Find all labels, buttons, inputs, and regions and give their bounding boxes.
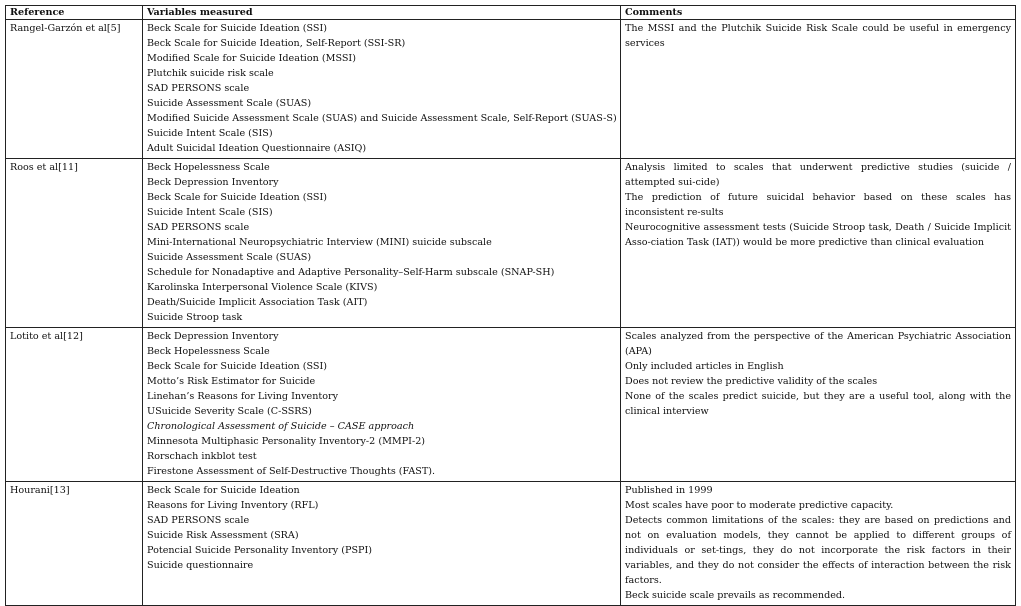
table-row [6, 159, 1016, 328]
variable-item: Rorschach inkblot test [147, 451, 257, 462]
variables-cell [143, 482, 621, 606]
comment-item: Published in 1999 [625, 485, 713, 496]
comment-item: The MSSI and the Plutchik Suicide Risk Scale could be useful in emergency services [625, 23, 1011, 49]
comment-item: Beck suicide scale prevails as recommended. [625, 590, 846, 601]
variable-item: Suicide Stroop task [147, 312, 243, 323]
comment-item: Scales analyzed from the perspective of the American Psychiatric Association (APA) [625, 331, 1011, 357]
variable-item: Motto’s Risk Estimator for Suicide [147, 376, 316, 387]
comment-item: The prediction of future suicidal behavior based on these scales has inconsistent re-sults [625, 192, 1011, 218]
variable-item: Suicide Assessment Scale (SUAS) [147, 252, 312, 263]
comments-cell [621, 482, 1016, 606]
variable-item: Beck Depression Inventory [147, 331, 279, 342]
variable-item: Minnesota Multiphasic Personality Inventory-2 (MMPI-2) [147, 436, 426, 447]
variable-item: Chronological Assessment of Suicide – CASE approach [147, 421, 415, 432]
variables-cell [143, 20, 621, 159]
variable-item: Beck Hopelessness Scale [147, 346, 270, 357]
variable-item: SAD PERSONS scale [147, 83, 250, 94]
variable-item: Beck Scale for Suicide Ideation (SSI) [147, 192, 328, 203]
header-comments: Comments [621, 6, 1016, 20]
variable-item: Mini-International Neuropsychiatric Interview (MINI) suicide subscale [147, 237, 492, 248]
comment-item: None of the scales predict suicide, but they are a useful tool, along with the clinical interview [625, 391, 1011, 417]
variable-item: Potencial Suicide Personality Inventory (PSPI) [147, 545, 372, 556]
header-reference: Reference [6, 6, 143, 20]
comment-item: Only included articles in English [625, 361, 784, 372]
table-row [6, 482, 1016, 606]
variable-item: Suicide questionnaire [147, 560, 254, 571]
variable-item: Beck Scale for Suicide Ideation [147, 485, 300, 496]
header-variables: Variables measured [143, 6, 621, 20]
variables-cell [143, 159, 621, 328]
table-row [6, 20, 1016, 159]
variable-item: USuicide Severity Scale (C-SSRS) [147, 406, 312, 417]
variable-item: Suicide Risk Assessment (SRA) [147, 530, 299, 541]
reference-cell [6, 328, 143, 482]
comment-item: Neurocognitive assessment tests (Suicide Stroop task, Death / Suicide Implicit Asso-ciation Task (IAT)) would be more predictive than clinical evaluation [625, 222, 1011, 248]
reference-text: Hourani[13] [10, 485, 70, 496]
table-row [6, 328, 1016, 482]
variable-item: Suicide Assessment Scale (SUAS) [147, 98, 312, 109]
reference-cell [6, 159, 143, 328]
comments-cell [621, 20, 1016, 159]
variable-item: SAD PERSONS scale [147, 222, 250, 233]
variable-item: Karolinska Interpersonal Violence Scale (KIVS) [147, 282, 378, 293]
variable-item: Suicide Intent Scale (SIS) [147, 207, 273, 218]
variable-item: Beck Scale for Suicide Ideation, Self-Report (SSI-SR) [147, 38, 406, 49]
variable-item: Beck Scale for Suicide Ideation (SSI) [147, 361, 328, 372]
variable-item: Suicide Intent Scale (SIS) [147, 128, 273, 139]
comments-cell [621, 159, 1016, 328]
table-body [6, 20, 1016, 606]
variables-cell [143, 328, 621, 482]
variable-item: Adult Suicidal Ideation Questionnaire (ASIQ) [147, 143, 367, 154]
reference-text: Roos et al[11] [10, 162, 78, 173]
variable-item: Beck Scale for Suicide Ideation (SSI) [147, 23, 328, 34]
comment-item: Does not review the predictive validity of the scales [625, 376, 878, 387]
reference-text: Rangel-Garzón et al[5] [10, 23, 121, 34]
reference-cell [6, 482, 143, 606]
reference-cell [6, 20, 143, 159]
variable-item: SAD PERSONS scale [147, 515, 250, 526]
variable-item: Beck Hopelessness Scale [147, 162, 270, 173]
variable-item: Firestone Assessment of Self-Destructive Thoughts (FAST). [147, 466, 436, 477]
variable-item: Death/Suicide Implicit Association Task (AIT) [147, 297, 368, 308]
comment-item: Analysis limited to scales that underwent predictive studies (suicide / attempted sui-cide) [625, 162, 1011, 188]
variable-item: Reasons for Living Inventory (RFL) [147, 500, 319, 511]
variable-item: Linehan’s Reasons for Living Inventory [147, 391, 339, 402]
variable-item: Beck Depression Inventory [147, 177, 279, 188]
comments-cell [621, 328, 1016, 482]
scales-table [5, 5, 1016, 606]
comment-item: Most scales have poor to moderate predictive capacity. [625, 500, 894, 511]
variable-item: Schedule for Nonadaptive and Adaptive Personality–Self-Harm subscale (SNAP-SH) [147, 267, 555, 278]
variable-item: Modified Scale for Suicide Ideation (MSSI) [147, 53, 356, 64]
reference-text: Lotito et al[12] [10, 331, 83, 342]
comment-item: Detects common limitations of the scales: they are based on predictions and not on evaluation models, they cannot be applied to different groups of individuals or set-tings, they do not incorporate the risk factors in their variables, and they do not consider the effects of interaction between the risk factors. [625, 515, 1011, 586]
variable-item: Modified Suicide Assessment Scale (SUAS) and Suicide Assessment Scale, Self-Report (SUAS-S) [147, 113, 617, 124]
header-row [6, 6, 1016, 20]
variable-item: Plutchik suicide risk scale [147, 68, 274, 79]
